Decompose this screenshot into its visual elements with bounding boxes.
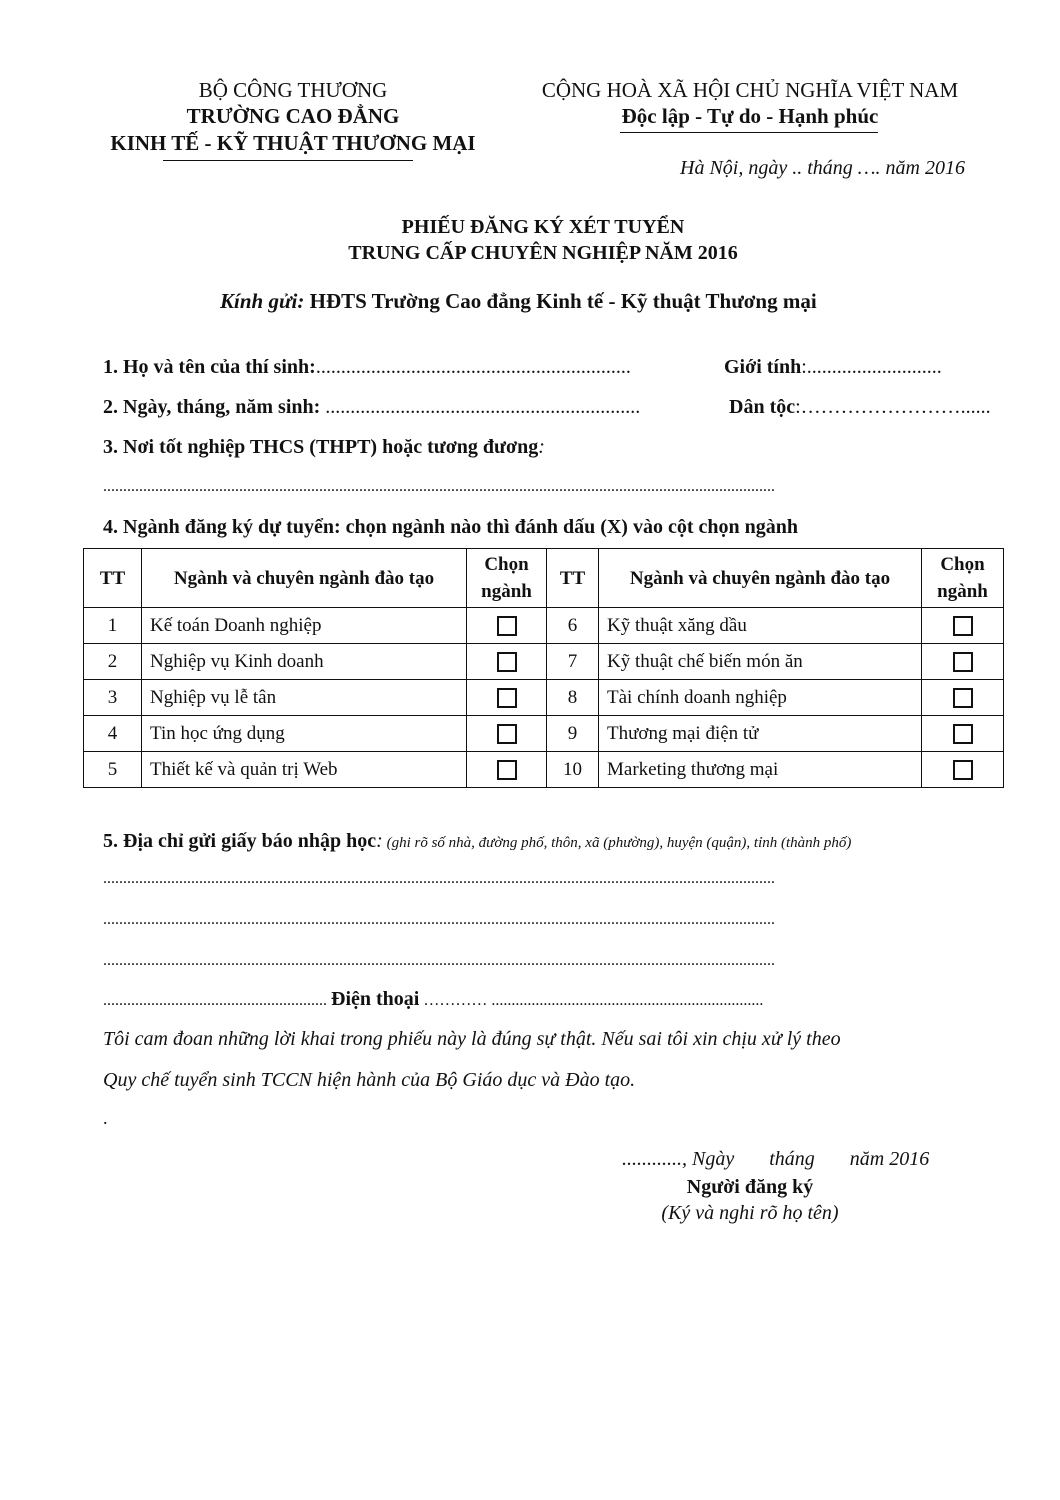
address-label: 5. Địa chỉ gửi giấy báo nhập học bbox=[103, 830, 377, 852]
choose-cell bbox=[467, 680, 547, 716]
major-checkbox[interactable] bbox=[953, 616, 973, 636]
signature-date: ............, Ngày tháng năm 2016 bbox=[622, 1148, 930, 1170]
phone-row bbox=[103, 988, 763, 1011]
choose-cell bbox=[922, 608, 1004, 644]
header-choose-left-l1: Chọn bbox=[484, 554, 529, 575]
table-row bbox=[84, 752, 1004, 788]
major-checkbox[interactable] bbox=[497, 760, 517, 780]
dob-input-dots[interactable]: ............................................................... bbox=[320, 396, 641, 418]
issue-date: Hà Nội, ngày .. tháng …. năm 2016 bbox=[680, 157, 965, 179]
major-name: Thương mại điện tử bbox=[599, 716, 922, 752]
school-name-line1: TRƯỜNG CAO ĐẲNG bbox=[186, 104, 400, 128]
address-row bbox=[103, 830, 851, 853]
header-choose-left bbox=[467, 549, 547, 608]
row-number: 6 bbox=[547, 608, 599, 644]
major-checkbox[interactable] bbox=[497, 652, 517, 672]
header-major-right: Ngành và chuyên ngành đào tạo bbox=[599, 549, 922, 608]
school-row bbox=[103, 436, 545, 459]
school-input-dots[interactable]: ........................................................................................................................................................................ bbox=[103, 478, 775, 495]
header-major-left: Ngành và chuyên ngành đào tạo bbox=[142, 549, 467, 608]
declaration-line2: Quy chế tuyển sinh TCCN hiện hành của Bộ Giáo dục và Đào tạo. bbox=[103, 1069, 636, 1091]
major-name: Thiết kế và quản trị Web bbox=[142, 752, 467, 788]
declaration-line1: Tôi cam đoan những lời khai trong phiếu này là đúng sự thật. Nếu sai tôi xin chịu xử lý theo bbox=[103, 1028, 841, 1050]
stray-dot: . bbox=[103, 1108, 108, 1128]
major-checkbox[interactable] bbox=[953, 652, 973, 672]
table-row bbox=[84, 716, 1004, 752]
gender-label: Giới tính bbox=[724, 356, 802, 378]
row-number: 4 bbox=[84, 716, 142, 752]
form-title-line1: PHIẾU ĐĂNG KÝ XÉT TUYỂN bbox=[401, 216, 685, 238]
dob-label: 2. Ngày, tháng, năm sinh: bbox=[103, 396, 321, 418]
name-row bbox=[103, 356, 631, 379]
major-name: Kỹ thuật chế biến món ăn bbox=[599, 644, 922, 680]
major-name: Tài chính doanh nghiệp bbox=[599, 680, 922, 716]
choose-cell bbox=[467, 608, 547, 644]
major-section-label: 4. Ngành đăng ký dự tuyển: chọn ngành nào thì đánh dấu (X) vào cột chọn ngành bbox=[103, 516, 798, 538]
row-number: 10 bbox=[547, 752, 599, 788]
school-label: 3. Nơi tốt nghiệp THCS (THPT) hoặc tương đương bbox=[103, 436, 539, 458]
table-row bbox=[84, 608, 1004, 644]
row-number: 7 bbox=[547, 644, 599, 680]
major-name: Nghiệp vụ lễ tân bbox=[142, 680, 467, 716]
address-note: (ghi rõ số nhà, đường phố, thôn, xã (phường), huyện (quận), tỉnh (thành phố) bbox=[382, 835, 852, 851]
header-choose-right-l2: ngành bbox=[937, 581, 988, 602]
major-checkbox[interactable] bbox=[953, 688, 973, 708]
major-checkbox[interactable] bbox=[953, 760, 973, 780]
major-checkbox[interactable] bbox=[497, 616, 517, 636]
majors-table bbox=[83, 548, 1004, 788]
signature-note: (Ký và nghi rõ họ tên) bbox=[661, 1202, 839, 1224]
row-number: 9 bbox=[547, 716, 599, 752]
choose-cell bbox=[922, 644, 1004, 680]
major-name: Marketing thương mại bbox=[599, 752, 922, 788]
address-input-dots-3[interactable]: ........................................................................................................................................................................ bbox=[103, 952, 775, 969]
header-choose-left-l2: ngành bbox=[481, 581, 532, 602]
major-checkbox[interactable] bbox=[497, 688, 517, 708]
address-input-dots-2[interactable]: ........................................................................................................................................................................ bbox=[103, 911, 775, 928]
dob-row bbox=[103, 396, 640, 419]
choose-cell bbox=[922, 716, 1004, 752]
row-number: 3 bbox=[84, 680, 142, 716]
national-motto: Độc lập - Tự do - Hạnh phúc bbox=[621, 104, 879, 128]
phone-prefix-dots[interactable]: ........................................................ bbox=[103, 992, 327, 1009]
phone-input-dots[interactable]: ………… .................................................................... bbox=[419, 992, 764, 1009]
address-input-dots-1[interactable]: ........................................................................................................................................................................ bbox=[103, 870, 775, 887]
header-left-underline bbox=[163, 160, 413, 161]
header-choose-right bbox=[922, 549, 1004, 608]
header-tt-right: TT bbox=[547, 549, 599, 608]
choose-cell bbox=[467, 716, 547, 752]
recipient-label: Kính gửi: bbox=[220, 289, 305, 313]
table-header-row bbox=[84, 549, 1004, 608]
choose-cell bbox=[467, 644, 547, 680]
gender-row bbox=[724, 356, 942, 379]
ethnicity-input-dots[interactable]: :……………………...... bbox=[795, 396, 991, 418]
major-name: Nghiệp vụ Kinh doanh bbox=[142, 644, 467, 680]
signer-title: Người đăng ký bbox=[686, 1176, 814, 1198]
table-row bbox=[84, 680, 1004, 716]
major-name: Kế toán Doanh nghiệp bbox=[142, 608, 467, 644]
major-checkbox[interactable] bbox=[497, 724, 517, 744]
recipient-value: HĐTS Trường Cao đẳng Kinh tế - Kỹ thuật Thương mại bbox=[304, 289, 817, 313]
ministry-name: BỘ CÔNG THƯƠNG bbox=[198, 78, 388, 102]
gender-input-dots[interactable]: :........................... bbox=[801, 356, 942, 378]
name-input-dots[interactable]: ............................................................... bbox=[315, 356, 631, 378]
header-choose-right-l1: Chọn bbox=[940, 554, 985, 575]
choose-cell bbox=[922, 680, 1004, 716]
school-name-line2: KINH TẾ - KỸ THUẬT THƯƠNG MẠI bbox=[110, 131, 476, 155]
row-number: 8 bbox=[547, 680, 599, 716]
ethnicity-label: Dân tộc bbox=[729, 396, 796, 418]
row-number: 2 bbox=[84, 644, 142, 680]
major-name: Kỹ thuật xăng dầu bbox=[599, 608, 922, 644]
row-number: 1 bbox=[84, 608, 142, 644]
ethnicity-row bbox=[729, 396, 991, 419]
name-label: 1. Họ và tên của thí sinh: bbox=[103, 356, 316, 378]
form-title-line2: TRUNG CẤP CHUYÊN NGHIỆP NĂM 2016 bbox=[348, 242, 738, 264]
motto-underline bbox=[620, 132, 878, 133]
phone-label: Điện thoại bbox=[331, 988, 420, 1010]
choose-cell bbox=[922, 752, 1004, 788]
major-name: Tin học ứng dụng bbox=[142, 716, 467, 752]
table-row bbox=[84, 644, 1004, 680]
recipient-line bbox=[220, 289, 817, 314]
country-name: CỘNG HOÀ XÃ HỘI CHỦ NGHĨA VIỆT NAM bbox=[541, 78, 959, 102]
header-tt-left: TT bbox=[84, 549, 142, 608]
choose-cell bbox=[467, 752, 547, 788]
address-colon: : bbox=[376, 830, 383, 852]
school-colon: : bbox=[538, 436, 545, 458]
row-number: 5 bbox=[84, 752, 142, 788]
major-checkbox[interactable] bbox=[953, 724, 973, 744]
